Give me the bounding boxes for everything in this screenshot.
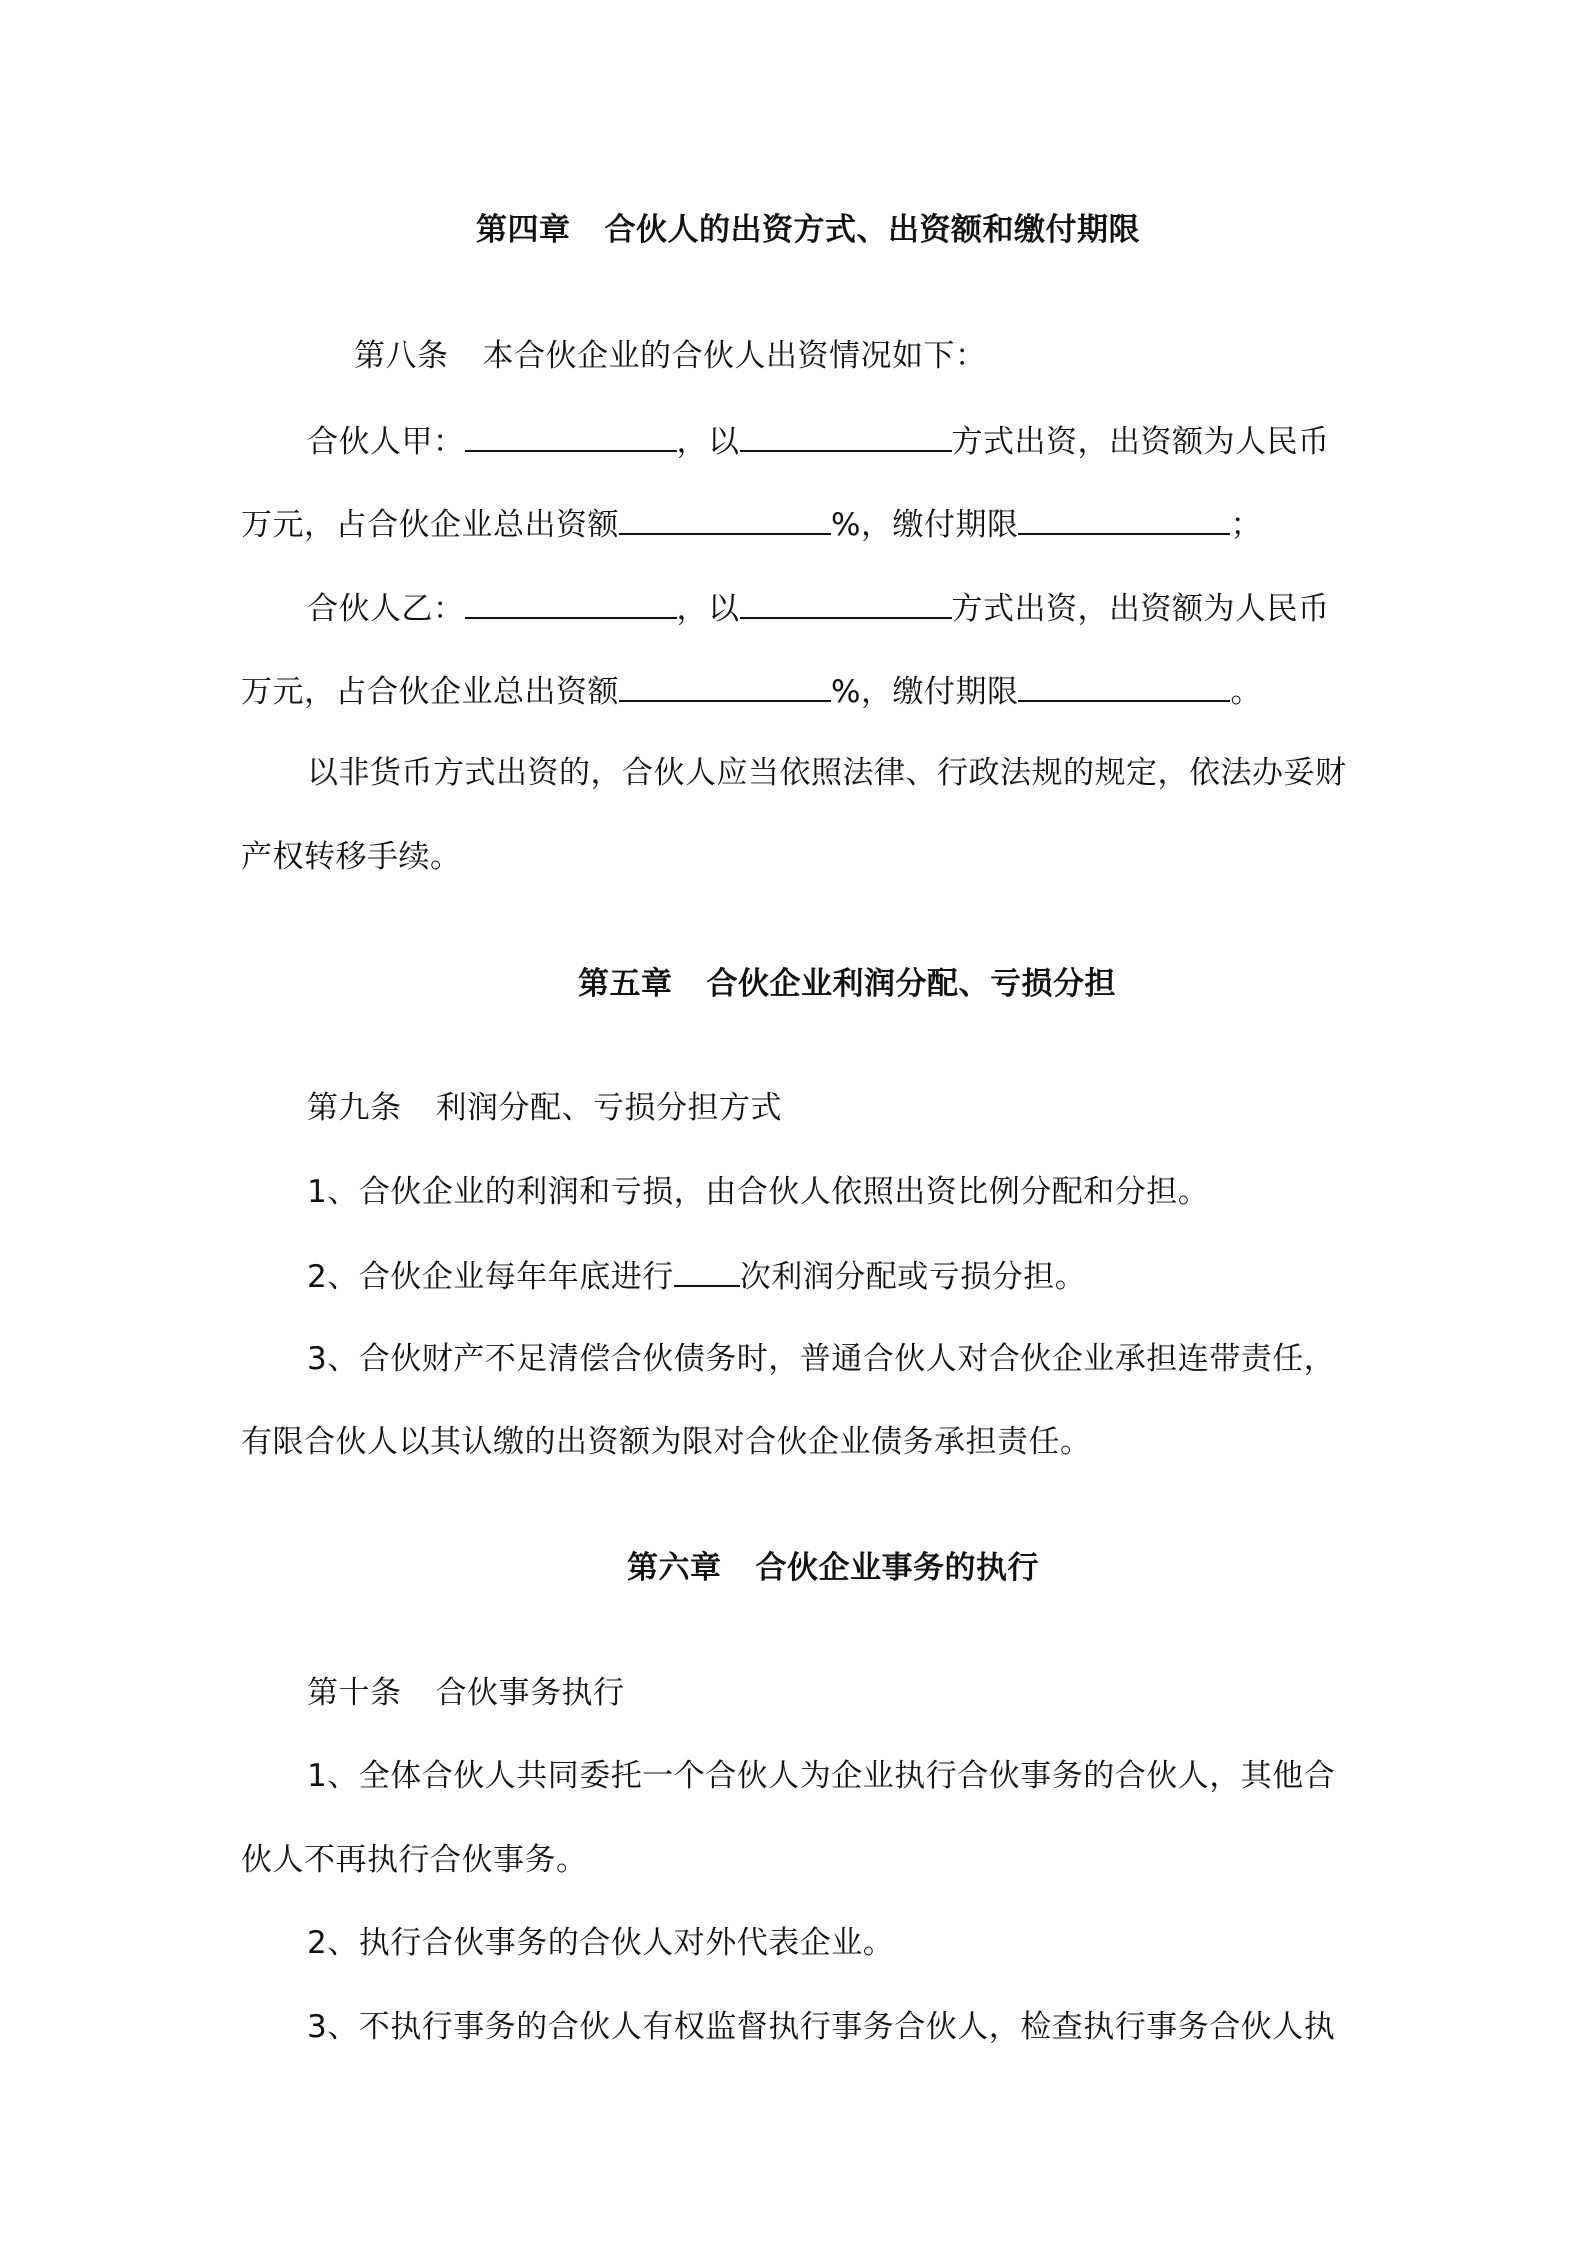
partner-b-name-blank [465,587,677,619]
article-9-item-3-line-1: 3、合伙财产不足清偿合伙债务时，普通合伙人对合伙企业承担连带责任， [307,1341,1336,1377]
chapter-6-title: 合伙企业事务的执行 [755,1550,1039,1586]
partner-b-term-blank [1018,670,1230,702]
partner-a-end: ； [1230,507,1262,543]
partner-a-line2-start: 万元，占合伙企业总出资额 [241,507,619,543]
partner-a-line-2 [241,503,1262,545]
article-10-item-2: 2、执行合伙事务的合伙人对外代表企业。 [307,1925,895,1961]
partner-a-line-1 [307,420,1330,462]
article-9-item-3-line-2: 有限合伙人以其认缴的出资额为限对合伙企业债务承担责任。 [241,1424,1092,1460]
article-9-item-2 [307,1255,1086,1297]
partner-a-term-blank [1018,503,1230,535]
partner-a-percent-blank [619,503,831,535]
partner-a-name-blank [465,420,677,452]
partner-b-method-blank [740,587,952,619]
chapter-6-number: 第六章 [627,1550,722,1586]
partner-b-end: 。 [1230,674,1262,710]
noncash-line-1: 以非货币方式出资的，合伙人应当依照法律、行政法规的规定，依法办妥财 [307,755,1347,791]
partner-a-method: 方式出资，出资额为人民币 [951,424,1330,460]
partner-b-percent: %，缴付期限 [831,674,1019,710]
article-8-text: 本合伙企业的合伙人出资情况如下： [482,338,987,374]
partner-b-line2-start: 万元，占合伙企业总出资额 [241,674,619,710]
chapter-5-number: 第五章 [578,966,673,1002]
partner-b-line-1 [307,587,1330,629]
chapter-5-title: 合伙企业利润分配、亏损分担 [706,966,1116,1002]
article-10-text: 合伙事务执行 [435,1675,625,1711]
partner-b-with: ，以 [676,591,740,627]
noncash-line-2: 产权转移手续。 [241,839,462,875]
article-10-number: 第十条 [307,1675,402,1711]
article-10-item-1-line-2: 伙人不再执行合伙事务。 [241,1842,588,1878]
partner-a-label: 合伙人甲： [307,424,465,460]
article-9-number: 第九条 [307,1090,402,1126]
chapter-5-heading [578,964,1116,1004]
article-8-number: 第八条 [354,338,449,374]
partner-b-percent-blank [619,670,831,702]
article-10-item-1-line-1: 1、全体合伙人共同委托一个合伙人为企业执行合伙事务的合伙人，其他合 [307,1758,1336,1794]
partner-a-percent: %，缴付期限 [831,507,1019,543]
partner-a-method-blank [740,420,952,452]
partner-b-method: 方式出资，出资额为人民币 [951,591,1330,627]
article-8-heading [354,336,987,376]
chapter-6-heading [627,1548,1039,1588]
article-9-item-2-start: 2、合伙企业每年年底进行 [307,1259,674,1295]
chapter-4-heading [476,210,1140,250]
article-10-item-3-line-1: 3、不执行事务的合伙人有权监督执行事务合伙人，检查执行事务合伙人执 [307,2009,1336,2045]
article-10-heading [307,1673,625,1713]
article-9-heading [307,1088,782,1128]
chapter-4-title: 合伙人的出资方式、出资额和缴付期限 [604,212,1140,248]
partner-b-label: 合伙人乙： [307,591,465,627]
article-9-item-1: 1、合伙企业的利润和亏损，由合伙人依照出资比例分配和分担。 [307,1174,1210,1210]
partner-a-with: ，以 [676,424,740,460]
chapter-4-number: 第四章 [476,212,571,248]
partner-b-line-2 [241,670,1262,712]
profit-count-blank [674,1255,740,1287]
article-9-text: 利润分配、亏损分担方式 [435,1090,782,1126]
article-9-item-2-end: 次利润分配或亏损分担。 [739,1259,1087,1295]
